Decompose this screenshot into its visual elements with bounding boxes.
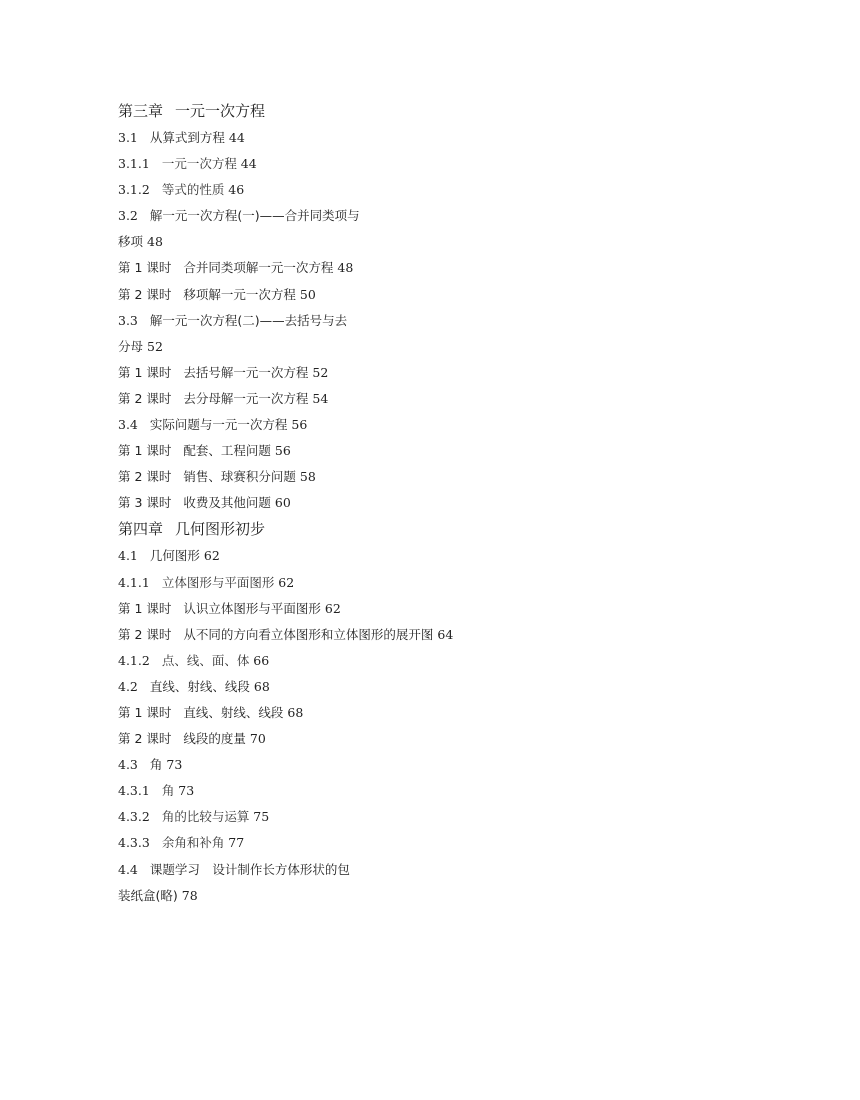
page-number: 44	[224, 130, 245, 145]
page-number: 62	[199, 548, 220, 564]
toc-entry	[118, 570, 678, 596]
entry-number: 第 1 课时	[118, 260, 172, 276]
entry-number: 3.1.1	[118, 156, 150, 172]
page-number: 48	[333, 260, 354, 276]
entry-number: 3.1.2	[118, 182, 150, 198]
toc-entry	[118, 883, 678, 909]
table-of-contents	[118, 98, 678, 909]
toc-entry	[118, 308, 678, 334]
entry-number: 3.4	[118, 417, 138, 433]
toc-entry	[118, 203, 678, 229]
toc-entry	[118, 752, 678, 778]
entry-title: 余角和补角	[161, 835, 225, 851]
page-number: 70	[245, 731, 266, 747]
entry-number: 第 3 课时	[118, 495, 172, 511]
page-number: 44	[236, 156, 257, 172]
page-number: 75	[249, 809, 270, 825]
page-number: 52	[143, 338, 163, 354]
entry-number: 第 1 课时	[118, 704, 172, 720]
toc-entry	[118, 804, 678, 830]
page-number: 62	[274, 574, 295, 590]
page-number: 58	[295, 469, 316, 485]
entry-title: 直线、射线、线段	[183, 704, 284, 720]
entry-number: 第 2 课时	[118, 469, 172, 485]
entry-number: 第 2 课时	[118, 731, 172, 747]
entry-title: 认识立体图形与平面图形	[183, 600, 321, 616]
entry-title: 几何图形初步	[175, 520, 266, 539]
entry-title: 从不同的方向看立体图形和立体图形的展开图	[183, 626, 434, 642]
entry-title: 角	[149, 757, 163, 773]
toc-entry	[118, 674, 678, 700]
entry-title: 解一元一次方程(二)——去括号与去	[149, 312, 348, 328]
entry-title: 收费及其他问题	[183, 495, 271, 511]
entry-title: 分母	[118, 338, 144, 354]
entry-number: 4.1.1	[118, 574, 150, 590]
entry-title: 等式的性质	[161, 182, 225, 198]
entry-number: 第 2 课时	[118, 286, 172, 302]
toc-entry	[118, 334, 678, 360]
toc-entry	[118, 229, 678, 255]
entry-number: 4.3.1	[118, 783, 150, 799]
toc-entry	[118, 543, 678, 569]
entry-number: 4.4	[118, 861, 138, 877]
toc-entry	[118, 596, 678, 622]
entry-number: 4.3.3	[118, 835, 150, 851]
page-number: 50	[295, 286, 316, 302]
entry-title: 实际问题与一元一次方程	[149, 417, 288, 433]
entry-title: 移项解一元一次方程	[183, 286, 296, 302]
entry-number: 第 1 课时	[118, 364, 172, 380]
entry-title: 移项	[118, 234, 144, 250]
page-number: 52	[308, 364, 329, 380]
page-number: 48	[143, 234, 163, 250]
entry-title: 从算式到方程	[149, 130, 225, 145]
page-number: 66	[249, 652, 270, 668]
toc-entry	[118, 386, 678, 412]
page-number: 54	[308, 390, 329, 406]
entry-title: 点、线、面、体	[161, 652, 250, 668]
entry-title: 角	[161, 783, 175, 799]
toc-entry	[118, 464, 678, 490]
entry-number: 第三章	[118, 102, 164, 120]
chapter-heading	[118, 98, 678, 125]
toc-entry	[118, 700, 678, 726]
toc-entry	[118, 125, 678, 151]
toc-entry	[118, 830, 678, 856]
page-number: 68	[283, 704, 304, 720]
entry-title: 直线、射线、线段	[149, 678, 250, 694]
entry-title: 课题学习 设计制作长方体形状的包	[149, 861, 350, 877]
page-number: 56	[270, 443, 291, 459]
page-number: 78	[177, 887, 198, 903]
toc-entry	[118, 778, 678, 804]
entry-title: 去括号解一元一次方程	[183, 364, 309, 380]
toc-entry	[118, 648, 678, 674]
entry-number: 第 1 课时	[118, 600, 172, 616]
toc-entry	[118, 857, 678, 883]
page-number: 62	[320, 600, 341, 616]
entry-title: 合并同类项解一元一次方程	[183, 260, 334, 276]
page-number: 64	[433, 626, 454, 642]
entry-title: 一元一次方程	[175, 102, 266, 120]
page-number: 68	[249, 678, 270, 694]
toc-entry	[118, 177, 678, 203]
entry-title: 一元一次方程	[161, 156, 237, 172]
entry-title: 几何图形	[149, 548, 200, 564]
entry-number: 第 1 课时	[118, 443, 172, 459]
entry-number: 第 2 课时	[118, 390, 172, 406]
toc-entry	[118, 622, 678, 648]
entry-number: 4.3	[118, 757, 138, 773]
toc-entry	[118, 412, 678, 438]
entry-title: 解一元一次方程(一)——合并同类项与	[149, 208, 360, 224]
entry-number: 第 2 课时	[118, 626, 172, 642]
entry-title: 配套、工程问题	[183, 443, 271, 459]
entry-number: 4.2	[118, 678, 138, 694]
entry-number: 4.1.2	[118, 652, 150, 668]
entry-title: 线段的度量	[183, 731, 246, 747]
toc-entry	[118, 438, 678, 464]
entry-number: 第四章	[118, 520, 164, 539]
entry-title: 立体图形与平面图形	[161, 574, 275, 590]
toc-entry	[118, 282, 678, 308]
entry-number: 3.3	[118, 312, 138, 328]
entry-title: 去分母解一元一次方程	[183, 390, 309, 406]
toc-entry	[118, 255, 678, 281]
chapter-heading	[118, 516, 678, 543]
entry-number: 3.1	[118, 130, 138, 145]
page-number: 56	[287, 417, 308, 433]
toc-entry	[118, 726, 678, 752]
entry-number: 3.2	[118, 208, 138, 224]
page-number: 73	[162, 757, 183, 773]
entry-number: 4.3.2	[118, 809, 150, 825]
entry-number: 4.1	[118, 548, 138, 564]
page-number: 73	[174, 783, 195, 799]
page-number: 60	[270, 495, 291, 511]
toc-entry	[118, 151, 678, 177]
entry-title: 装纸盒(略)	[118, 887, 178, 903]
entry-title: 角的比较与运算	[161, 809, 250, 825]
toc-entry	[118, 490, 678, 516]
page-number: 46	[224, 182, 245, 198]
page-number: 77	[224, 835, 245, 851]
toc-entry	[118, 360, 678, 386]
entry-title: 销售、球赛积分问题	[183, 469, 296, 485]
